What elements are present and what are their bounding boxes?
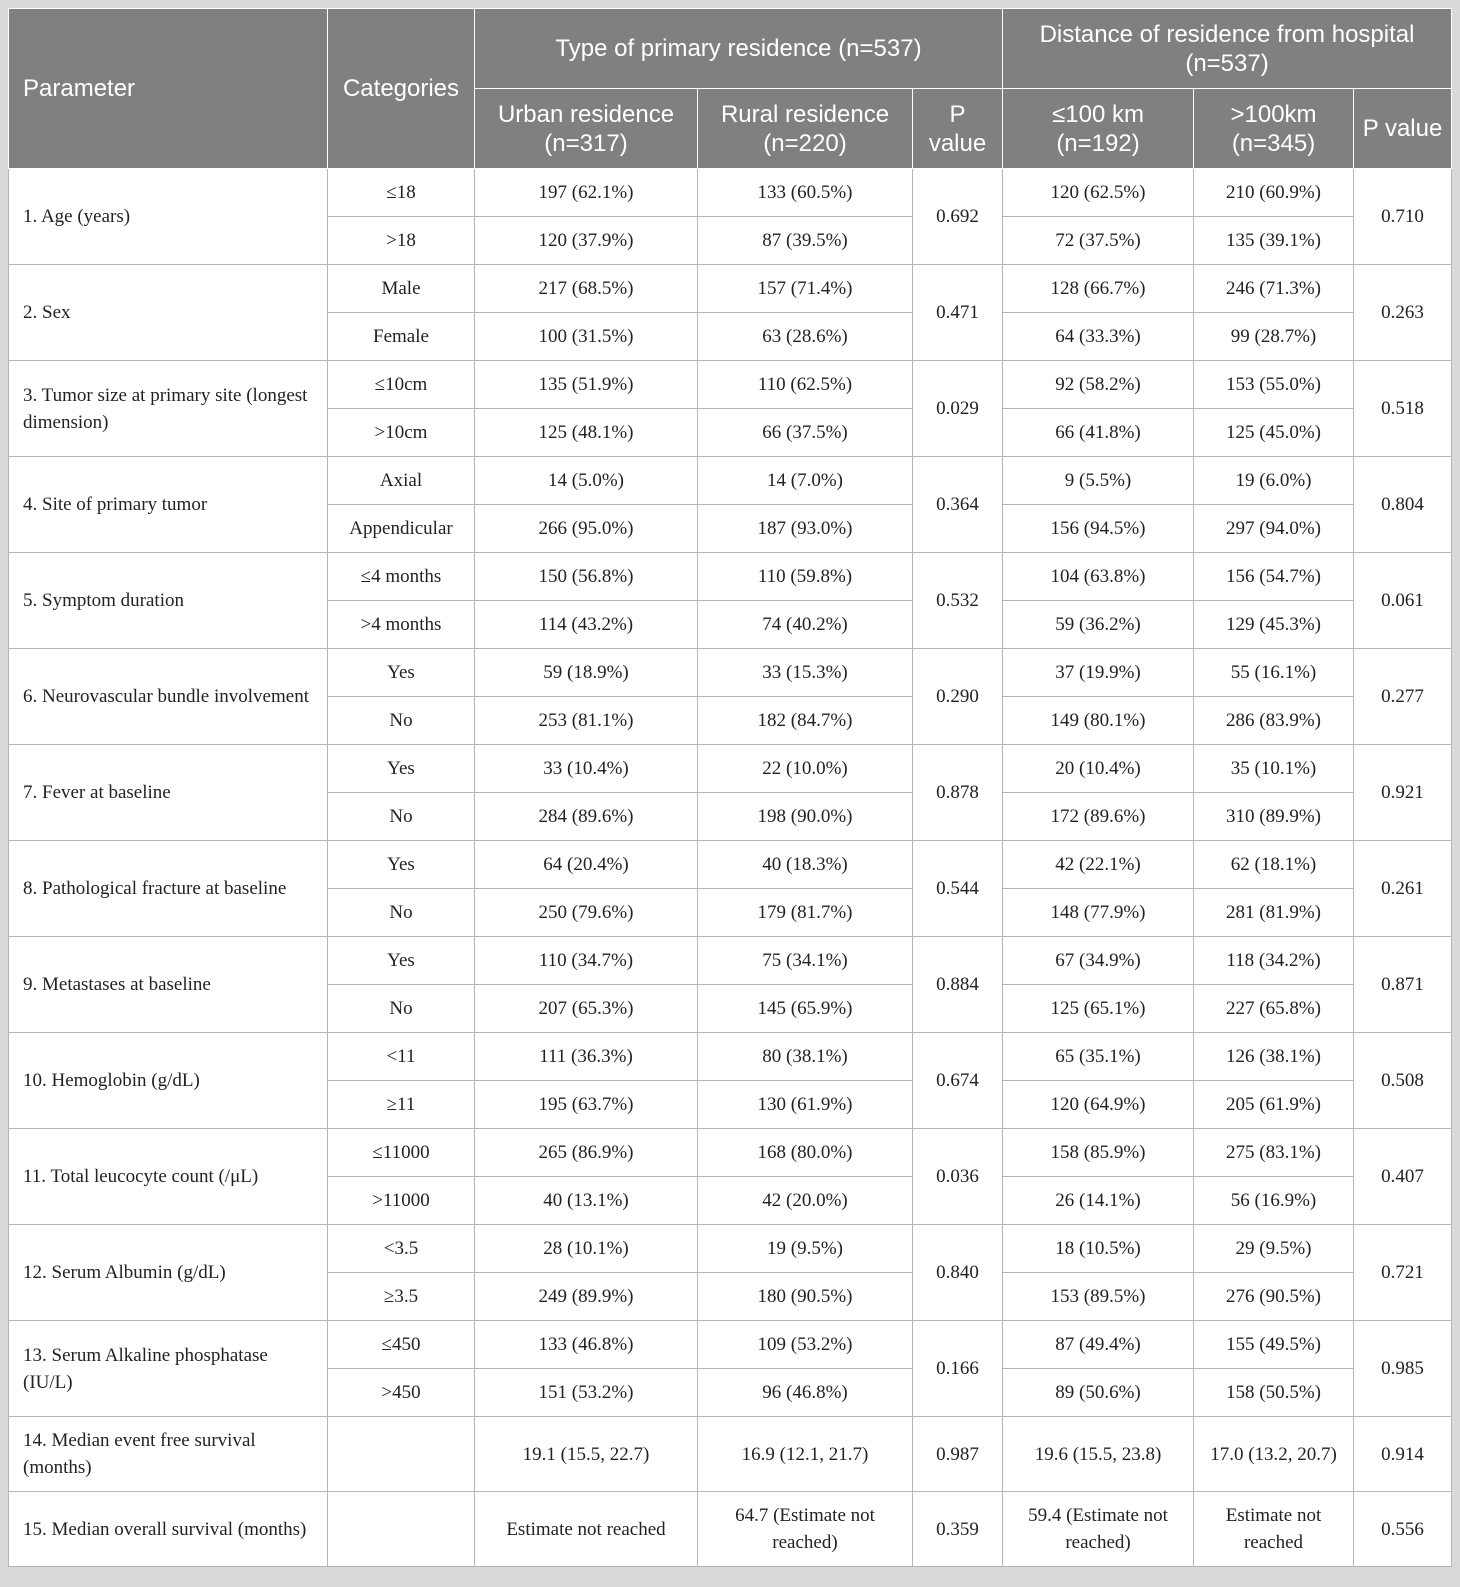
parameter-cell: 15. Median overall survival (months)	[9, 1492, 328, 1567]
table-row	[9, 1033, 1452, 1081]
p-value-distance-cell: 0.921	[1354, 745, 1452, 841]
urban-cell: 266 (95.0%)	[475, 505, 698, 553]
header-rural: Rural residence (n=220)	[698, 89, 913, 169]
rural-cell: 180 (90.5%)	[698, 1273, 913, 1321]
urban-cell: 40 (13.1%)	[475, 1177, 698, 1225]
urban-cell: 195 (63.7%)	[475, 1081, 698, 1129]
table-row	[9, 649, 1452, 697]
far-cell: 62 (18.1%)	[1194, 841, 1354, 889]
near-cell: 172 (89.6%)	[1003, 793, 1194, 841]
near-cell: 9 (5.5%)	[1003, 457, 1194, 505]
urban-cell: 19.1 (15.5, 22.7)	[475, 1417, 698, 1492]
rural-cell: 80 (38.1%)	[698, 1033, 913, 1081]
near-cell: 18 (10.5%)	[1003, 1225, 1194, 1273]
p-value-residence-cell: 0.290	[913, 649, 1003, 745]
urban-cell: 151 (53.2%)	[475, 1369, 698, 1417]
near-cell: 153 (89.5%)	[1003, 1273, 1194, 1321]
far-cell: 310 (89.9%)	[1194, 793, 1354, 841]
rural-cell: 168 (80.0%)	[698, 1129, 913, 1177]
header-group-distance: Distance of residence from hospital (n=537)	[1003, 9, 1452, 89]
urban-cell: 33 (10.4%)	[475, 745, 698, 793]
urban-cell: 114 (43.2%)	[475, 601, 698, 649]
rural-cell: 75 (34.1%)	[698, 937, 913, 985]
rural-cell: 198 (90.0%)	[698, 793, 913, 841]
p-value-distance-cell: 0.985	[1354, 1321, 1452, 1417]
rural-cell: 33 (15.3%)	[698, 649, 913, 697]
rural-cell: 109 (53.2%)	[698, 1321, 913, 1369]
rural-cell: 187 (93.0%)	[698, 505, 913, 553]
category-cell: ≤11000	[328, 1129, 475, 1177]
parameter-cell: 7. Fever at baseline	[9, 745, 328, 841]
urban-cell: 125 (48.1%)	[475, 409, 698, 457]
rural-cell: 16.9 (12.1, 21.7)	[698, 1417, 913, 1492]
category-cell	[328, 1417, 475, 1492]
p-value-distance-cell: 0.871	[1354, 937, 1452, 1033]
category-cell: Yes	[328, 841, 475, 889]
parameter-cell: 1. Age (years)	[9, 169, 328, 265]
far-cell: 205 (61.9%)	[1194, 1081, 1354, 1129]
urban-cell: 284 (89.6%)	[475, 793, 698, 841]
parameter-cell: 13. Serum Alkaline phosphatase (IU/L)	[9, 1321, 328, 1417]
header-p-value-1: P value	[913, 89, 1003, 169]
urban-cell: 100 (31.5%)	[475, 313, 698, 361]
rural-cell: 63 (28.6%)	[698, 313, 913, 361]
table-body	[9, 169, 1452, 1567]
far-cell: 125 (45.0%)	[1194, 409, 1354, 457]
far-cell: 55 (16.1%)	[1194, 649, 1354, 697]
urban-cell: 133 (46.8%)	[475, 1321, 698, 1369]
p-value-residence-cell: 0.029	[913, 361, 1003, 457]
table-row	[9, 265, 1452, 313]
p-value-residence-cell: 0.692	[913, 169, 1003, 265]
near-cell: 125 (65.1%)	[1003, 985, 1194, 1033]
urban-cell: 197 (62.1%)	[475, 169, 698, 217]
p-value-distance-cell: 0.914	[1354, 1417, 1452, 1492]
far-cell: 118 (34.2%)	[1194, 937, 1354, 985]
near-cell: 148 (77.9%)	[1003, 889, 1194, 937]
far-cell: 276 (90.5%)	[1194, 1273, 1354, 1321]
table-row	[9, 553, 1452, 601]
p-value-residence-cell: 0.036	[913, 1129, 1003, 1225]
category-cell: Yes	[328, 649, 475, 697]
header-urban: Urban residence (n=317)	[475, 89, 698, 169]
parameter-cell: 14. Median event free survival (months)	[9, 1417, 328, 1492]
near-cell: 42 (22.1%)	[1003, 841, 1194, 889]
category-cell: ≥11	[328, 1081, 475, 1129]
p-value-residence-cell: 0.878	[913, 745, 1003, 841]
table-row	[9, 1492, 1452, 1567]
table-row	[9, 1129, 1452, 1177]
urban-cell: 265 (86.9%)	[475, 1129, 698, 1177]
far-cell: 155 (49.5%)	[1194, 1321, 1354, 1369]
near-cell: 19.6 (15.5, 23.8)	[1003, 1417, 1194, 1492]
far-cell: 129 (45.3%)	[1194, 601, 1354, 649]
category-cell: Yes	[328, 745, 475, 793]
urban-cell: 135 (51.9%)	[475, 361, 698, 409]
header-parameter: Parameter	[9, 9, 328, 169]
parameter-cell: 5. Symptom duration	[9, 553, 328, 649]
p-value-distance-cell: 0.518	[1354, 361, 1452, 457]
category-cell: No	[328, 697, 475, 745]
urban-cell: 207 (65.3%)	[475, 985, 698, 1033]
far-cell: Estimate not reached	[1194, 1492, 1354, 1567]
urban-cell: 250 (79.6%)	[475, 889, 698, 937]
parameter-cell: 12. Serum Albumin (g/dL)	[9, 1225, 328, 1321]
near-cell: 72 (37.5%)	[1003, 217, 1194, 265]
near-cell: 158 (85.9%)	[1003, 1129, 1194, 1177]
category-cell: <3.5	[328, 1225, 475, 1273]
near-cell: 65 (35.1%)	[1003, 1033, 1194, 1081]
category-cell: Axial	[328, 457, 475, 505]
near-cell: 89 (50.6%)	[1003, 1369, 1194, 1417]
urban-cell: 64 (20.4%)	[475, 841, 698, 889]
p-value-distance-cell: 0.277	[1354, 649, 1452, 745]
near-cell: 128 (66.7%)	[1003, 265, 1194, 313]
p-value-distance-cell: 0.710	[1354, 169, 1452, 265]
near-cell: 156 (94.5%)	[1003, 505, 1194, 553]
rural-cell: 110 (62.5%)	[698, 361, 913, 409]
p-value-distance-cell: 0.556	[1354, 1492, 1452, 1567]
category-cell	[328, 1492, 475, 1567]
parameter-cell: 3. Tumor size at primary site (longest dimension)	[9, 361, 328, 457]
rural-cell: 179 (81.7%)	[698, 889, 913, 937]
p-value-residence-cell: 0.544	[913, 841, 1003, 937]
urban-cell: 110 (34.7%)	[475, 937, 698, 985]
table-row	[9, 169, 1452, 217]
near-cell: 66 (41.8%)	[1003, 409, 1194, 457]
urban-cell: 14 (5.0%)	[475, 457, 698, 505]
category-cell: Male	[328, 265, 475, 313]
p-value-distance-cell: 0.263	[1354, 265, 1452, 361]
p-value-residence-cell: 0.471	[913, 265, 1003, 361]
urban-cell: 28 (10.1%)	[475, 1225, 698, 1273]
far-cell: 19 (6.0%)	[1194, 457, 1354, 505]
near-cell: 120 (64.9%)	[1003, 1081, 1194, 1129]
rural-cell: 130 (61.9%)	[698, 1081, 913, 1129]
parameter-cell: 9. Metastases at baseline	[9, 937, 328, 1033]
table-row	[9, 937, 1452, 985]
table-row	[9, 745, 1452, 793]
p-value-distance-cell: 0.804	[1354, 457, 1452, 553]
near-cell: 64 (33.3%)	[1003, 313, 1194, 361]
category-cell: >4 months	[328, 601, 475, 649]
far-cell: 246 (71.3%)	[1194, 265, 1354, 313]
near-cell: 59 (36.2%)	[1003, 601, 1194, 649]
rural-cell: 96 (46.8%)	[698, 1369, 913, 1417]
p-value-residence-cell: 0.674	[913, 1033, 1003, 1129]
category-cell: ≤18	[328, 169, 475, 217]
table-row	[9, 1225, 1452, 1273]
category-cell: No	[328, 793, 475, 841]
parameter-cell: 10. Hemoglobin (g/dL)	[9, 1033, 328, 1129]
parameter-cell: 4. Site of primary tumor	[9, 457, 328, 553]
p-value-residence-cell: 0.532	[913, 553, 1003, 649]
table-row	[9, 841, 1452, 889]
far-cell: 17.0 (13.2, 20.7)	[1194, 1417, 1354, 1492]
category-cell: >11000	[328, 1177, 475, 1225]
urban-cell: 59 (18.9%)	[475, 649, 698, 697]
data-table	[8, 8, 1452, 1567]
rural-cell: 110 (59.8%)	[698, 553, 913, 601]
rural-cell: 14 (7.0%)	[698, 457, 913, 505]
p-value-residence-cell: 0.364	[913, 457, 1003, 553]
rural-cell: 182 (84.7%)	[698, 697, 913, 745]
far-cell: 281 (81.9%)	[1194, 889, 1354, 937]
rural-cell: 22 (10.0%)	[698, 745, 913, 793]
p-value-residence-cell: 0.166	[913, 1321, 1003, 1417]
rural-cell: 74 (40.2%)	[698, 601, 913, 649]
far-cell: 126 (38.1%)	[1194, 1033, 1354, 1081]
far-cell: 135 (39.1%)	[1194, 217, 1354, 265]
near-cell: 37 (19.9%)	[1003, 649, 1194, 697]
rural-cell: 87 (39.5%)	[698, 217, 913, 265]
urban-cell: 249 (89.9%)	[475, 1273, 698, 1321]
near-cell: 59.4 (Estimate not reached)	[1003, 1492, 1194, 1567]
p-value-distance-cell: 0.721	[1354, 1225, 1452, 1321]
header-near: ≤100 km (n=192)	[1003, 89, 1194, 169]
near-cell: 87 (49.4%)	[1003, 1321, 1194, 1369]
far-cell: 153 (55.0%)	[1194, 361, 1354, 409]
p-value-residence-cell: 0.359	[913, 1492, 1003, 1567]
far-cell: 156 (54.7%)	[1194, 553, 1354, 601]
near-cell: 20 (10.4%)	[1003, 745, 1194, 793]
rural-cell: 66 (37.5%)	[698, 409, 913, 457]
p-value-residence-cell: 0.884	[913, 937, 1003, 1033]
category-cell: <11	[328, 1033, 475, 1081]
rural-cell: 19 (9.5%)	[698, 1225, 913, 1273]
category-cell: ≤10cm	[328, 361, 475, 409]
p-value-residence-cell: 0.987	[913, 1417, 1003, 1492]
rural-cell: 145 (65.9%)	[698, 985, 913, 1033]
far-cell: 297 (94.0%)	[1194, 505, 1354, 553]
far-cell: 35 (10.1%)	[1194, 745, 1354, 793]
table-row	[9, 1417, 1452, 1492]
urban-cell: 120 (37.9%)	[475, 217, 698, 265]
near-cell: 92 (58.2%)	[1003, 361, 1194, 409]
p-value-distance-cell: 0.508	[1354, 1033, 1452, 1129]
p-value-distance-cell: 0.061	[1354, 553, 1452, 649]
far-cell: 56 (16.9%)	[1194, 1177, 1354, 1225]
far-cell: 286 (83.9%)	[1194, 697, 1354, 745]
parameter-cell: 8. Pathological fracture at baseline	[9, 841, 328, 937]
near-cell: 120 (62.5%)	[1003, 169, 1194, 217]
category-cell: ≤4 months	[328, 553, 475, 601]
p-value-distance-cell: 0.261	[1354, 841, 1452, 937]
urban-cell: 111 (36.3%)	[475, 1033, 698, 1081]
far-cell: 29 (9.5%)	[1194, 1225, 1354, 1273]
table-row	[9, 457, 1452, 505]
parameter-cell: 11. Total leucocyte count (/μL)	[9, 1129, 328, 1225]
header-far: >100km (n=345)	[1194, 89, 1354, 169]
category-cell: Female	[328, 313, 475, 361]
category-cell: Yes	[328, 937, 475, 985]
category-cell: >18	[328, 217, 475, 265]
parameter-cell: 2. Sex	[9, 265, 328, 361]
far-cell: 227 (65.8%)	[1194, 985, 1354, 1033]
near-cell: 149 (80.1%)	[1003, 697, 1194, 745]
urban-cell: 150 (56.8%)	[475, 553, 698, 601]
rural-cell: 133 (60.5%)	[698, 169, 913, 217]
rural-cell: 42 (20.0%)	[698, 1177, 913, 1225]
rural-cell: 64.7 (Estimate not reached)	[698, 1492, 913, 1567]
near-cell: 67 (34.9%)	[1003, 937, 1194, 985]
urban-cell: 253 (81.1%)	[475, 697, 698, 745]
rural-cell: 157 (71.4%)	[698, 265, 913, 313]
category-cell: >10cm	[328, 409, 475, 457]
far-cell: 275 (83.1%)	[1194, 1129, 1354, 1177]
near-cell: 104 (63.8%)	[1003, 553, 1194, 601]
near-cell: 26 (14.1%)	[1003, 1177, 1194, 1225]
far-cell: 210 (60.9%)	[1194, 169, 1354, 217]
rural-cell: 40 (18.3%)	[698, 841, 913, 889]
urban-cell: Estimate not reached	[475, 1492, 698, 1567]
urban-cell: 217 (68.5%)	[475, 265, 698, 313]
far-cell: 158 (50.5%)	[1194, 1369, 1354, 1417]
header-p-value-2: P value	[1354, 89, 1452, 169]
category-cell: >450	[328, 1369, 475, 1417]
table-header	[9, 9, 1452, 169]
category-cell: Appendicular	[328, 505, 475, 553]
parameter-cell: 6. Neurovascular bundle involvement	[9, 649, 328, 745]
p-value-residence-cell: 0.840	[913, 1225, 1003, 1321]
header-group-residence-type: Type of primary residence (n=537)	[475, 9, 1003, 89]
category-cell: No	[328, 889, 475, 937]
p-value-distance-cell: 0.407	[1354, 1129, 1452, 1225]
far-cell: 99 (28.7%)	[1194, 313, 1354, 361]
table-row	[9, 361, 1452, 409]
category-cell: ≥3.5	[328, 1273, 475, 1321]
table-row	[9, 1321, 1452, 1369]
category-cell: No	[328, 985, 475, 1033]
header-categories: Categories	[328, 9, 475, 169]
category-cell: ≤450	[328, 1321, 475, 1369]
